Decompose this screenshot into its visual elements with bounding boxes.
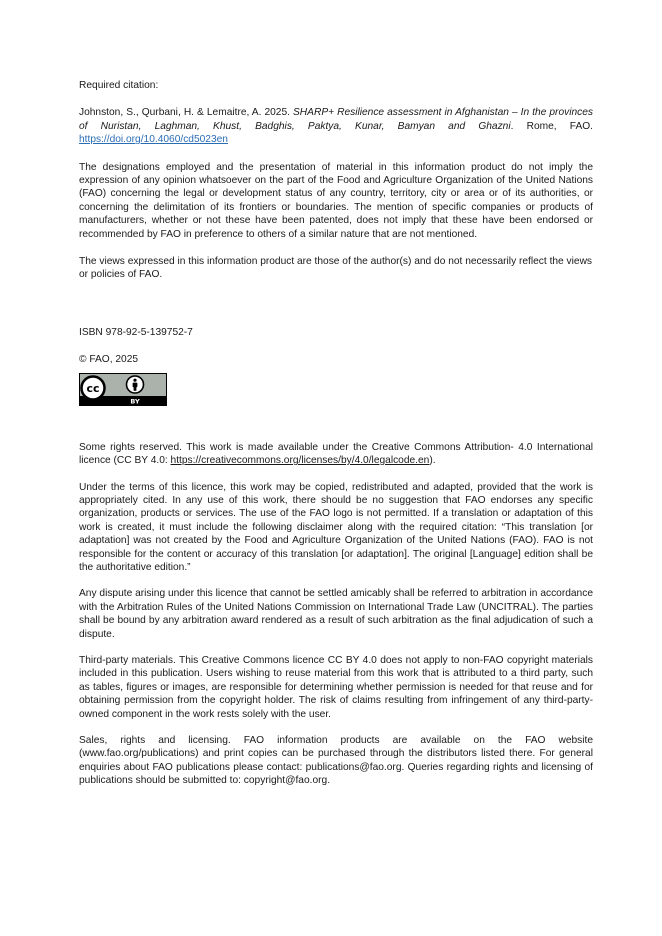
cc-mark: cc xyxy=(86,381,100,395)
required-citation-label: Required citation: xyxy=(79,80,159,91)
copyright-page xyxy=(79,79,593,788)
copyright-notice: © FAO, 2025 xyxy=(79,354,139,366)
citation-title: SHARP+ Resilience assessment in Afghanistan – In the provinces of Nuristan, Laghman, Khust, Badghis, Paktya, Kunar, Bamyan and Ghazni xyxy=(79,107,593,132)
cc-by-license-icon xyxy=(79,373,167,406)
licence-link[interactable]: https://creativecommons.org/licenses/by/4.0/legalcode.en xyxy=(170,455,430,467)
third-party-materials: Third-party materials. This Creative Commons licence CC BY 4.0 does not apply to non-FAO copyright materials included in this publication. Users wishing to reuse material from this work that is attributed to a third party, such as tables, figures or images, are responsible for determining whether permission is needed for that reuse and for obtaining permission from the copyright holder. The risk of claims resulting from infringement of any third-party-owned component in the work rests solely with the user. xyxy=(79,654,593,720)
rights-text-end: ). xyxy=(429,455,436,467)
sales-rights-licensing: Sales, rights and licensing. FAO information products are available on the FAO website (www.fao.org/publications) and print copies can be purchased through the distributors listed there. For general enquiries about FAO publications please contact: publications@fao.org. Queries regarding rights and licensing of publications should be submitted to: copyright@fao.org. xyxy=(79,735,593,787)
designations-disclaimer: The designations employed and the presentation of material in this information product do not imply the expression of any opinion whatsoever on the part of the Food and Agriculture Organization of the United Nations (FAO) concerning the legal or development status of any country, territory, city or area or of its authorities, or concerning the delimitation of its frontiers or boundaries. The mention of specific companies or products of manufacturers, whether or not these have been patented, does not imply that these have been endorsed or recommended by FAO in preference to others of a similar nature that are not mentioned. xyxy=(79,161,593,240)
isbn: ISBN 978-92-5-139752-7 xyxy=(79,326,193,338)
citation-publisher: . Rome, FAO. xyxy=(510,120,593,132)
by-mark: BY xyxy=(130,397,140,406)
doi-link[interactable]: https://doi.org/10.4060/cd5023en xyxy=(79,134,228,146)
some-rights-reserved xyxy=(79,441,593,468)
citation-authors-year: Johnston, S., Qurbani, H. & Lemaitre, A. 2025. xyxy=(79,107,290,119)
dispute-clause: Any dispute arising under this licence that cannot be settled amicably shall be referred to arbitration in accordance with the Arbitration Rules of the United Nations Commission on International Trade Law (UNCITRAL). The parties shall be bound by any arbitration award rendered as a result of such arbitration as the final adjudication of such a dispute. xyxy=(79,588,593,640)
rights-text: Some rights reserved. This work is made available under the Creative Commons Attribution- 4.0 International licence (CC BY 4.0: xyxy=(79,441,593,467)
citation xyxy=(79,106,593,146)
licence-terms: Under the terms of this licence, this work may be copied, redistributed and adapted, provided that the work is appropriately cited. In any use of this work, there should be no suggestion that FAO endorses any specific organization, products or services. The use of the FAO logo is not permitted. If a translation or adaptation of this work is created, it must include the following disclaimer along with the required citation: “This translation [or adaptation] was not created by the Food and Agriculture Organization of the United Nations (FAO). FAO is not responsible for the content or accuracy of this translation [or adaptation]. The original [Language] edition shall be the authoritative edition.” xyxy=(79,481,593,573)
views-disclaimer: The views expressed in this information product are those of the author(s) and do not necessarily reflect the views or policies of FAO. xyxy=(79,256,593,281)
